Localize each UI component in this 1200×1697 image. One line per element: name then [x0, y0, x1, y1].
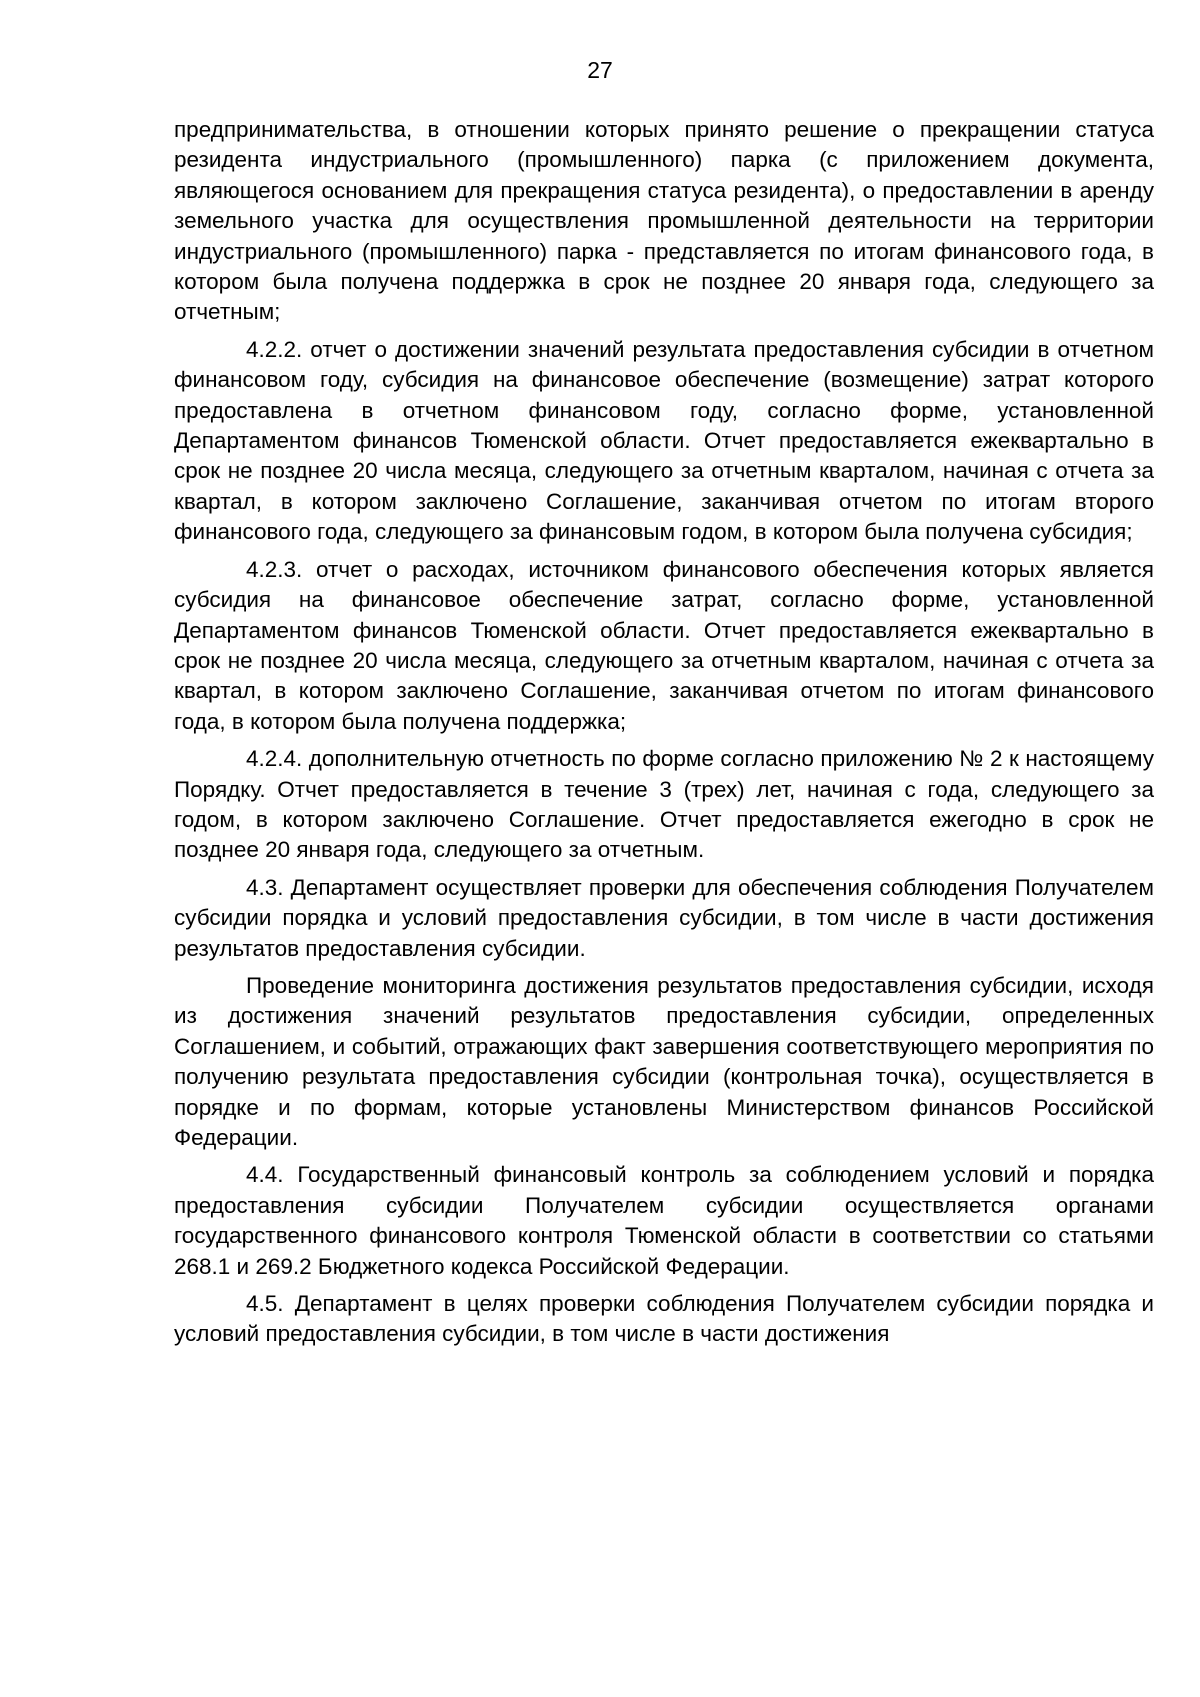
paragraph-4-2-2: 4.2.2. отчет о достижении значений результата предоставления субсидии в отчетном финансовом году, субсидия на финансовое обеспечение (возмещение) затрат которого предоставлена в отчетном финансовом году, согласно форме, установленной Департаментом финансов Тюменской области. Отчет предоставляется ежеквартально в срок не позднее 20 числа месяца, следующего за отчетным кварталом, начиная с отчета за квартал, в котором заключено Соглашение, заканчивая отчетом по итогам второго финансового года, следующего за финансовым годом, в котором была получена субсидия; [174, 336, 1154, 545]
paragraph-4-2-4: 4.2.4. дополнительную отчетность по форме согласно приложению № 2 к настоящему Порядку. Отчет предоставляется в течение 3 (трех) лет, начиная с года, следующего за годом, в котором заключено Соглашение. Отчет предоставляется ежегодно в срок не позднее 20 января года, следующего за отчетным. [174, 746, 1154, 863]
paragraph-monitoring: Проведение мониторинга достижения результатов предоставления субсидии, исходя из достижения значений результатов предоставления субсидии, определенных Соглашением, и событий, отражающих факт завершения соответствующего мероприятия по получению результата предоставления субсидии (контрольная точка), осуществляется в порядке и по формам, которые установлены Министерством финансов Российской Федерации. [174, 972, 1154, 1150]
paragraph-4-4: 4.4. Государственный финансовый контроль за соблюдением условий и порядка предоставления субсидии Получателем субсидии осуществляется органами государственного финансового контроля Тюменской области в соответствии со статьями 268.1 и 269.2 Бюджетного кодекса Российской Федерации. [174, 1162, 1154, 1279]
paragraph-continuation: предпринимательства, в отношении которых принято решение о прекращении статуса резидента индустриального (промышленного) парка (с приложением документа, являющегося основанием для прекращения статуса резидента), о предоставлении в аренду земельного участка для осуществления промышленной деятельности на территории индустриального (промышленного) парка - представляется по итогам финансового года, в котором была получена поддержка в срок не позднее 20 января года, следующего за отчетным; [174, 117, 1154, 325]
paragraph-4-3: 4.3. Департамент осуществляет проверки для обеспечения соблюдения Получателем субсидии порядка и условий предоставления субсидии, в том числе в части достижения результатов предоставления субсидии. [174, 874, 1154, 961]
document-body [174, 115, 1154, 1357]
paragraph-4-5: 4.5. Департамент в целях проверки соблюдения Получателем субсидии порядка и условий предоставления субсидии, в том числе в части достижения [174, 1291, 1154, 1347]
paragraph-4-2-3: 4.2.3. отчет о расходах, источником финансового обеспечения которых является субсидия на финансовое обеспечение затрат, согласно форме, установленной Департаментом финансов Тюменской области. Отчет предоставляется ежеквартально в срок не позднее 20 числа месяца, следующего за отчетным кварталом, начиная с отчета за квартал, в котором заключено Соглашение, заканчивая отчетом по итогам финансового года, в котором была получена поддержка; [174, 556, 1154, 734]
page-number: 27 [587, 57, 613, 83]
